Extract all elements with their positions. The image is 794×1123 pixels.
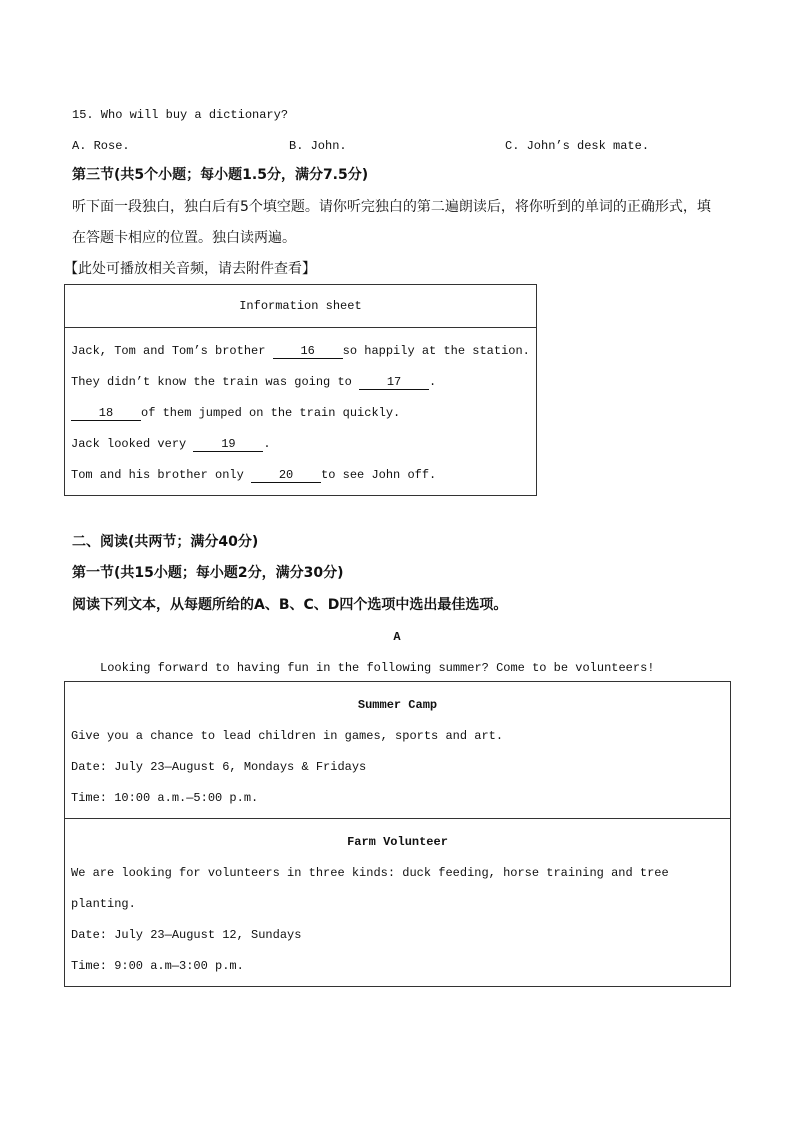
- summer-camp-cell: [65, 682, 731, 819]
- sheet-line-16-tail: so happily at the station.: [342, 344, 530, 358]
- farm-volunteer-date: Date: July 23—August 12, Sundays: [71, 928, 302, 942]
- summer-camp-desc: Give you a chance to lead children in games, sports and art.: [71, 729, 504, 743]
- section3-heading: 第三节(共5个小题；每小题1.5分，满分7.5分): [72, 167, 369, 183]
- sheet-line-18-tail: of them jumped on the train quickly.: [141, 406, 401, 420]
- blank-18: 18: [71, 406, 141, 421]
- passage-label: A: [393, 630, 401, 644]
- summer-camp-time: Time: 10:00 a.m.—5:00 p.m.: [71, 791, 259, 805]
- information-sheet-body: [65, 328, 537, 496]
- information-sheet-title: Information sheet: [65, 285, 537, 328]
- volunteer-table: [64, 681, 731, 987]
- blank-19: 19: [193, 437, 263, 452]
- reading-instruction: 阅读下列文本，从每题所给的A、B、C、D四个选项中选出最佳选项。: [72, 597, 508, 613]
- section3-instruction-line2: 在答题卡相应的位置。独白读两遍。: [72, 230, 296, 246]
- sheet-line-20: [71, 460, 530, 491]
- summer-camp-title: Summer Camp: [357, 698, 438, 712]
- blank-17: 17: [359, 375, 429, 390]
- farm-volunteer-cell: [65, 819, 731, 987]
- q15-option-b: B. John.: [289, 139, 347, 153]
- reading-section1-heading: 第一节(共15小题；每小题2分，满分30分): [72, 565, 344, 581]
- farm-volunteer-desc-line2: planting.: [71, 897, 136, 911]
- passage-intro: Looking forward to having fun in the following summer? Come to be volunteers!: [100, 661, 655, 675]
- farm-volunteer-time: Time: 9:00 a.m—3:00 p.m.: [71, 959, 244, 973]
- blank-16: 16: [273, 344, 343, 359]
- blank-20: 20: [251, 468, 321, 483]
- q15-stem: 15. Who will buy a dictionary?: [72, 108, 289, 122]
- reading-heading: 二、阅读(共两节；满分40分): [72, 534, 259, 550]
- q15-option-a: A. Rose.: [72, 139, 130, 153]
- sheet-line-16: [71, 336, 530, 367]
- audio-note: 【此处可播放相关音频，请去附件查看】: [64, 261, 316, 277]
- sheet-line-17-tail: .: [429, 375, 437, 389]
- sheet-line-19-tail: .: [263, 437, 271, 451]
- summer-camp-date: Date: July 23—August 6, Mondays & Fridays: [71, 760, 367, 774]
- sheet-line-19: [71, 429, 530, 460]
- information-sheet: [64, 284, 537, 496]
- section3-instruction-line1: 听下面一段独白，独白后有5个填空题。请你听完独白的第二遍朗读后，将你听到的单词的正确形式，填: [72, 199, 711, 215]
- sheet-line-20-text: Tom and his brother only: [71, 468, 252, 482]
- sheet-line-17: [71, 367, 530, 398]
- sheet-line-17-text: They didn’t know the train was going to: [71, 375, 360, 389]
- sheet-line-19-text: Jack looked very: [71, 437, 194, 451]
- farm-volunteer-title: Farm Volunteer: [347, 835, 448, 849]
- farm-volunteer-desc-line1: We are looking for volunteers in three kinds: duck feeding, horse training and tree: [71, 866, 669, 880]
- sheet-line-16-text: Jack, Tom and Tom’s brother: [71, 344, 273, 358]
- sheet-line-18: [71, 398, 530, 429]
- q15-option-c: C. John’s desk mate.: [505, 139, 650, 153]
- sheet-line-20-tail: to see John off.: [321, 468, 437, 482]
